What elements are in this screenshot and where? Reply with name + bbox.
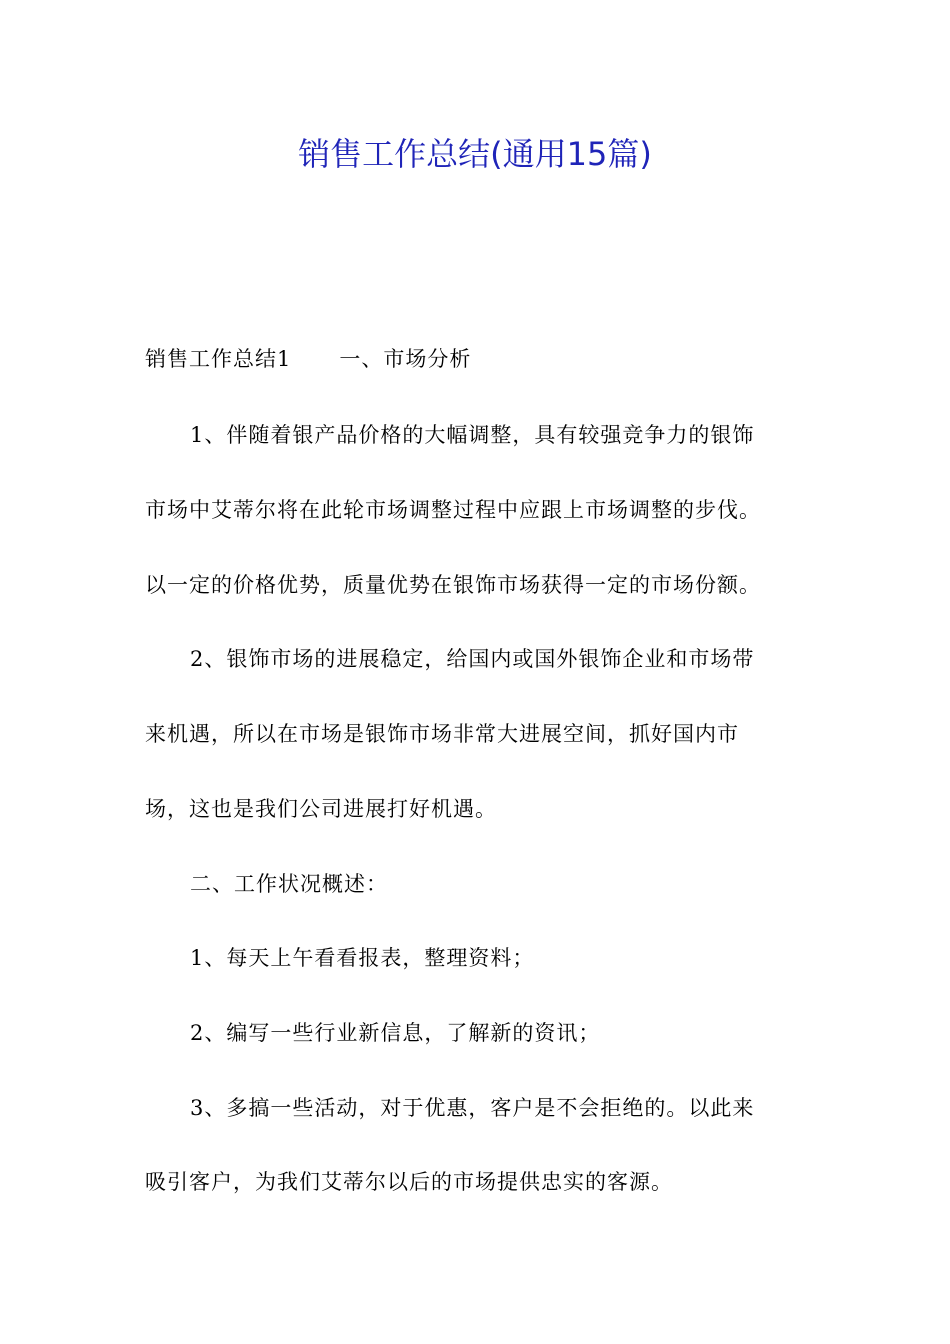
paragraph-line: 3、多搞一些活动，对于优惠，客户是不会拒绝的。以此来 [190, 1096, 755, 1120]
document-title: 销售工作总结(通用15篇) [298, 135, 652, 173]
paragraph-line: 2、编写一些行业新信息，了解新的资讯； [190, 1021, 601, 1045]
section-heading-line [145, 344, 471, 374]
section-heading: 销售工作总结1 [145, 347, 292, 371]
paragraph-line: 市场中艾蒂尔将在此轮市场调整过程中应跟上市场调整的步伐。 [145, 498, 761, 522]
paragraph-line: 以一定的价格优势，质量优势在银饰市场获得一定的市场份额。 [145, 573, 761, 597]
paragraph-line: 场，这也是我们公司进展打好机遇。 [145, 797, 497, 821]
paragraph-line: 1、伴随着银产品价格的大幅调整，具有较强竞争力的银饰 [190, 423, 755, 447]
paragraph-line: 二、工作状况概述： [190, 872, 388, 896]
paragraph-line: 2、银饰市场的进展稳定，给国内或国外银饰企业和市场带 [190, 647, 755, 671]
paragraph-line: 1、每天上午看看报表，整理资料； [190, 946, 535, 970]
paragraph-line: 一、市场分析 [339, 347, 472, 371]
paragraph-line: 来机遇，所以在市场是银饰市场非常大进展空间，抓好国内市 [145, 722, 739, 746]
paragraph-line: 吸引客户，为我们艾蒂尔以后的市场提供忠实的客源。 [145, 1170, 673, 1194]
